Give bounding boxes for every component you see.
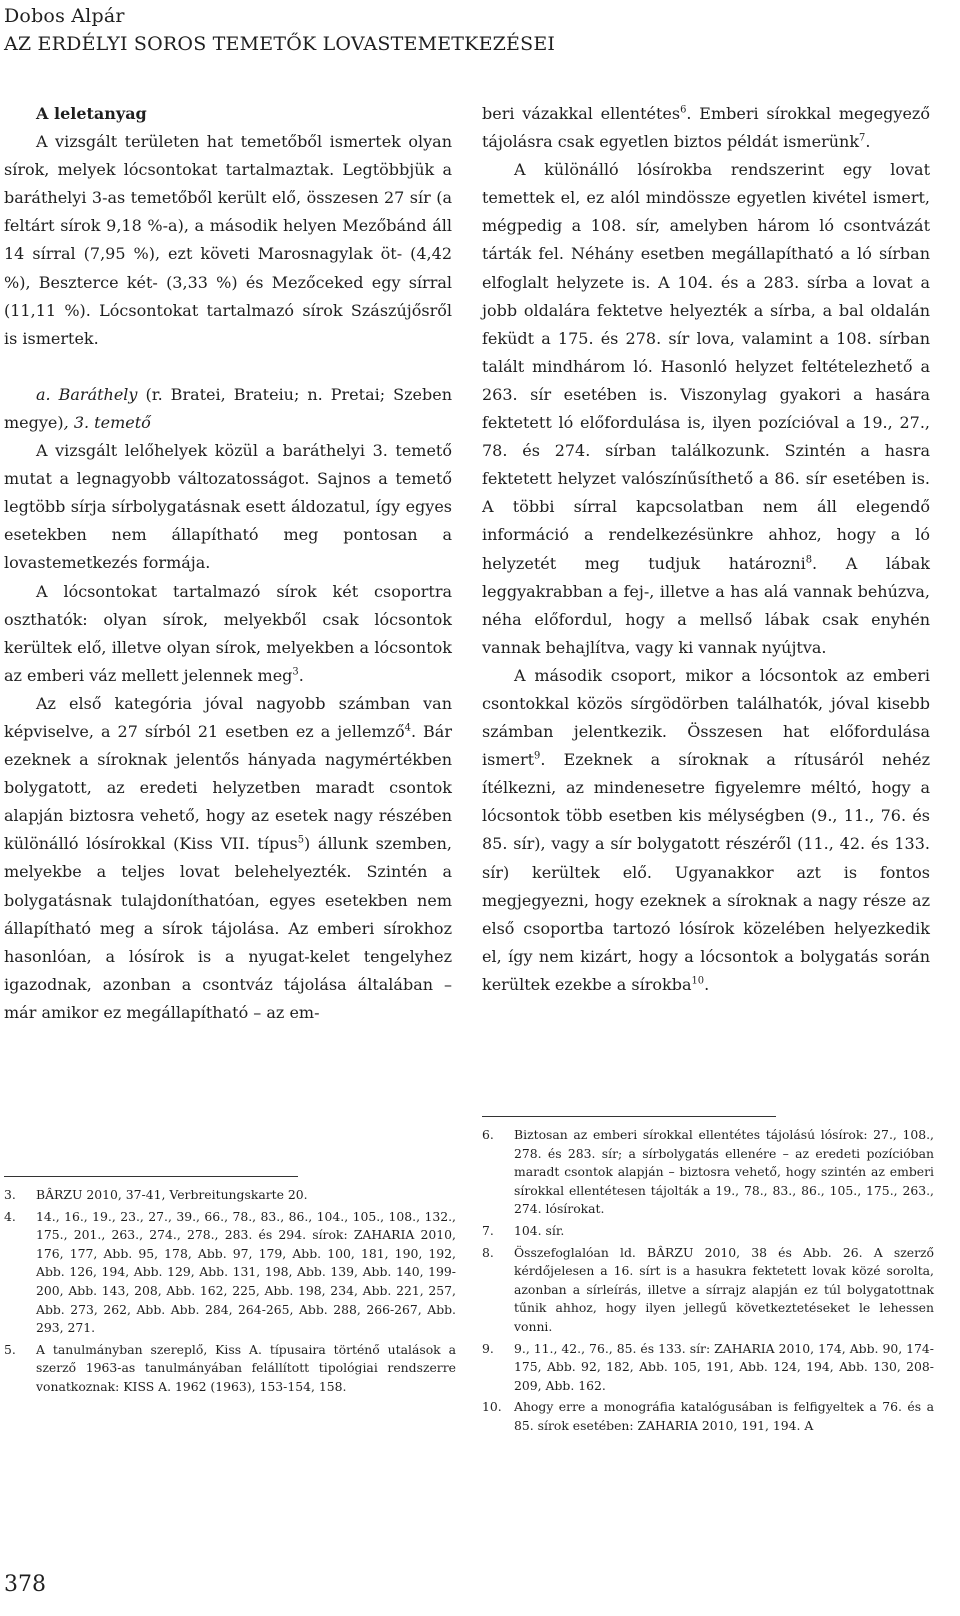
footnote bbox=[482, 1340, 934, 1396]
footnote-rule bbox=[482, 1116, 776, 1117]
footnotes-left bbox=[4, 1186, 456, 1400]
paragraph bbox=[482, 662, 930, 999]
paragraph-text: . Ezeknek a síroknak a rítusáról nehéz ítélkezni, az mindenesetre figyelemre méltó, hogy a lócsontok több esetben kis mélységben (9., 11., 76. és 85. sír), vagy a sír bolygatott részéről (11., 42. és 133. sír) kerültek elő. Ugyanakkor azt is fontos megjegyezni, hogy ezeknek a síroknak a nagy része az első csoportba tartozó lósírok közelében helyezkedik el, így nem kizárt, hogy a lócsontok a bolygatás során kerültek ezekbe a sírokba bbox=[482, 750, 930, 994]
footnote-number: 4. bbox=[4, 1208, 16, 1224]
paragraph: A vizsgált területen hat temetőből ismertek olyan sírok, melyek lócsontokat tartalmaztak. Legtöbbjük a baráthelyi 3-as temetőből került elő, összesen 27 sír (a feltárt sírok 9,18 %-a), a második helyen Mezőbánd áll 14 sírral (7,95 %), ezt követi Marosnagylak öt- (4,42 %), Beszterce két- (3,33 %) és Mezőceked egy sírral (11,11 %). Lócsontokat tartalmazó sírok Szászújősről is ismertek. bbox=[4, 132, 452, 348]
footnote-text: Összefoglalóan ld. BÂRZU 2010, 38 és Abb. 26. A szerző kérdőjelesen a 16. sírt is a hasukra fektetett lovak közé sorolta, azonban a sírleírás, illetve a sírrajz alapján ez túl bolygatottnak tűnik ahhoz, hogy ilyen jellegű következtetéseket le lehessen vonni. bbox=[514, 1244, 934, 1334]
subsection-cemetery: , 3. temető bbox=[63, 412, 151, 432]
footnote-ref: 10 bbox=[691, 975, 705, 987]
subsection-site: a. Baráthely bbox=[36, 384, 138, 404]
paragraph-text: ) állunk szemben, melyekbe a teljes lovat belehelyezték. Szintén a bolygatásnak tulajdoníthatóan, egyes esetekben nem állapítható meg a sírok tájolása. Az emberi sírokhoz hasonlóan, a lósírok is a nyugat-kelet tengelyhez igazodnak, azonban a csontváz tájolása általában – már amikor ez megállapítható – az em- bbox=[4, 834, 452, 1022]
footnote-ref: 9 bbox=[534, 750, 541, 762]
footnote-text: Biztosan az emberi sírokkal ellentétes tájolású lósírok: 27., 108., 278. és 283. sír; a sírbolygatás ellenére – az eredeti pozícióban maradt csontok alapján – biztosra vehető, hogy szintén az emberi sírokkal ellentétesen tájolták a 19., 78., 83., 86., 105., 175., 263., 274. lósírokat. bbox=[514, 1127, 934, 1217]
header-title: AZ ERDÉLYI SOROS TEMETŐK LOVASTEMETKEZÉSEI bbox=[4, 33, 556, 55]
footnote bbox=[4, 1208, 456, 1338]
footnote-number: 9. bbox=[482, 1340, 494, 1356]
footnotes-right bbox=[482, 1126, 934, 1439]
header-author: Dobos Alpár bbox=[4, 5, 125, 27]
footnote-ref: 7 bbox=[859, 132, 866, 144]
footnote-number: 7. bbox=[482, 1222, 494, 1238]
paragraph-text: A lócsontokat tartalmazó sírok két csoportra oszthatók: olyan sírok, melyekből csak lócsontok kerültek elő, illetve olyan sírok, melyekben a lócsontok az emberi váz mellett jelennek meg bbox=[4, 581, 452, 685]
paragraph: A lócsontokat tartalmazó sírok két csoportra oszthatók: olyan sírok, melyekből csak lócsontok kerültek elő, illetve olyan sírok, melyekben a lócsontok az emberi váz mellett jelennek meg$^3$. bbox=[4, 581, 452, 685]
footnote-text: A tanulmányban szereplő, Kiss A. típusaira történő utalások a szerző 1963-as tanulmányában felállított tipológiai rendszerre vonatkoznak: KISS A. 1962 (1963), 153-154, 158. bbox=[36, 1341, 456, 1394]
right-column bbox=[482, 100, 930, 999]
paragraph-text: . Emberi sírokkal megegyező tájolásra csak egyetlen biztos példát ismerünk bbox=[482, 104, 930, 152]
footnote-ref: 6 bbox=[680, 104, 687, 116]
paragraph-text: . bbox=[865, 132, 871, 152]
footnote bbox=[482, 1126, 934, 1219]
footnote-text: 9., 11., 42., 76., 85. és 133. sír: ZAHARIA 2010, 174, Abb. 90, 174-175, Abb. 92, 182, Abb. 105, 191, Abb. 124, 194, Abb. 130, 208-209, Abb. 162. bbox=[514, 1340, 934, 1393]
paragraph-text: Az első kategória jóval nagyobb számban van képviselve, a 27 sírból 21 esetben ez a jellemző bbox=[4, 693, 452, 741]
paragraph bbox=[482, 156, 930, 662]
paragraph: A vizsgált lelőhelyek közül a baráthelyi 3. temető mutat a legnagyobb változatosságot. Sajnos a temető legtöbb sírja sírbolygatásnak esett áldozatul, így egyes esetekben nem állapítható meg pontosan a lovastemetkezés formája. bbox=[4, 441, 452, 573]
footnote bbox=[482, 1244, 934, 1337]
footnote-number: 8. bbox=[482, 1244, 494, 1260]
footnote bbox=[4, 1341, 456, 1397]
footnote-ref: 5 bbox=[297, 835, 305, 847]
footnote bbox=[482, 1222, 934, 1241]
footnote-text: Ahogy erre a monográfia katalógusában is felfigyeltek a 76. és a 85. sírok esetében: ZAHARIA 2010, 191, 194. A bbox=[514, 1399, 934, 1433]
footnote-ref: 4 bbox=[404, 722, 411, 734]
paragraph bbox=[4, 690, 452, 1027]
footnote-text: 14., 16., 19., 23., 27., 39., 66., 78., 83., 86., 104., 105., 108., 132., 175., 201., 263., 274., 278., 283. és 294. sírok: ZAHARIA 2010, 176, 177, Abb. 95, 178, Abb. 97, 179, Abb. 100, 181, 190, 192, Abb. 126, 194, Abb. 129, Abb. 131, 198, Abb. 139, Abb. 140, 199-200, Abb. 143, 208, Abb. 162, 225, Abb. 198, 234, Abb. 221, 257, Abb. 273, 262, Abb. Abb. 284, 264-265, Abb. 288, 266-267, Abb. 293, 271. bbox=[36, 1208, 456, 1336]
left-column bbox=[4, 100, 452, 1027]
subsection-location: (r. Bratei, Brateiu; n. Pretai; Szeben megye) bbox=[4, 384, 452, 432]
footnote-number: 3. bbox=[4, 1187, 16, 1202]
footnote-rule bbox=[4, 1176, 298, 1177]
spacer bbox=[4, 353, 452, 381]
footnote-ref: 8 bbox=[805, 554, 813, 566]
paragraph-text: . A lábak leggyakrabban a fej-, illetve a has alá vannak behúzva, néha előfordul, hogy a mellső lábak csak enyhén vannak behajlítva, vagy ki vannak nyújtva. bbox=[482, 553, 930, 657]
footnote-ref: 3 bbox=[292, 666, 299, 678]
footnote-text: 104. sír. bbox=[514, 1222, 565, 1238]
paragraph-text: A különálló lósírokba rendszerint egy lovat temettek el, ez alól mindössze egyetlen kivétel ismert, mégpedig a 108. sír, amelyben három ló csontvázát tárták fel. Néhány esetben megállapítható a ló sírban elfoglalt helyzete is. A 104. és a 283. sírba a lovat a jobb oldalára fektetve helyezték a sírba, a bal oldalán feküdt a 175. és 278. sír lova, valamint a 108. sírban talált mindhárom ló. Hasonló helyzet feltételezhető a 263. sír esetében is. Viszonylag gyakori a hasára fektetett ló előfordulása is, ilyen pozícióval a 19., 27., 78. és 274. sírban találkozunk. Szintén a hasra fektetett helyzet valószínűsíthető a 86. sír esetében is. A többi sírral kapcsolatban nem áll elegendő információ a rendelkezésünkre ahhoz, hogy a ló helyzetét meg tudjuk határozni bbox=[482, 160, 930, 573]
paragraph-text: . Bár ezeknek a síroknak jelentős hányada nagymértékben bolygatott, az eredeti helyzetben maradt csontok alapján biztosra vehető, hogy az esetek nagy részében különálló lósírokkal (Kiss VII. típus bbox=[4, 721, 452, 854]
section-title: A leletanyag bbox=[36, 104, 147, 123]
paragraph-text: beri vázakkal ellentétes bbox=[482, 104, 681, 123]
footnote bbox=[482, 1398, 934, 1435]
footnote bbox=[4, 1186, 456, 1205]
footnote-number: 10. bbox=[482, 1399, 502, 1415]
page-number: 378 bbox=[4, 1572, 46, 1597]
paragraph-text: . bbox=[704, 974, 710, 994]
footnote-text: BÂRZU 2010, 37-41, Verbreitungskarte 20. bbox=[36, 1187, 308, 1202]
paragraph-text: A második csoport, mikor a lócsontok az emberi csontokkal közös sírgödörben találhatók, jóval kisebb számban jelentkezik. Összesen hat előfordulása ismert bbox=[482, 665, 930, 770]
footnote-number: 5. bbox=[4, 1341, 16, 1357]
paragraph bbox=[482, 100, 930, 156]
footnote-number: 6. bbox=[482, 1127, 494, 1142]
running-head bbox=[4, 2, 555, 58]
subsection-heading bbox=[4, 381, 452, 437]
